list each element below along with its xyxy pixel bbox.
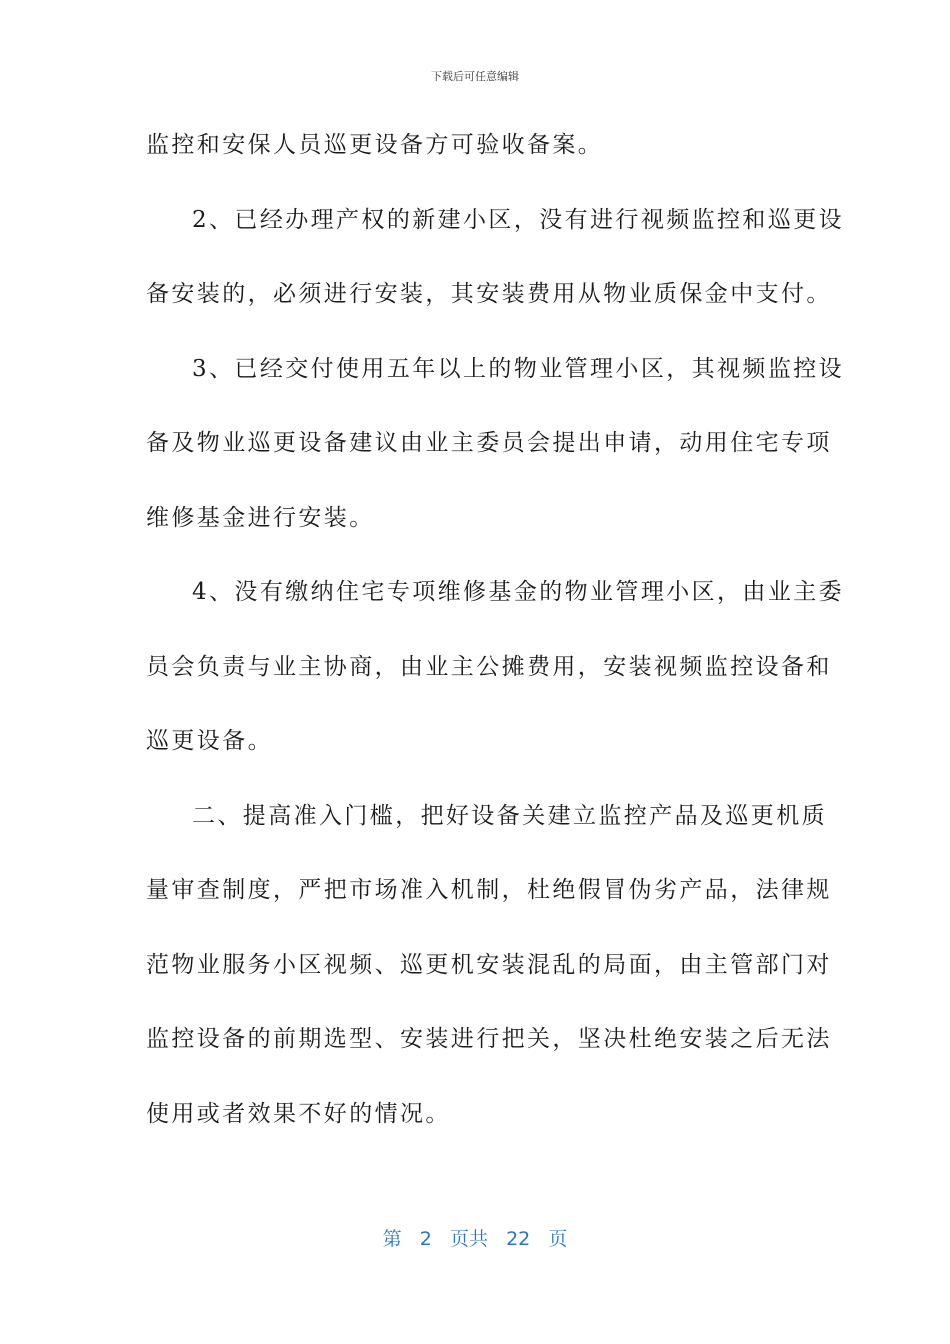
paragraph-line-6: 维修基金进行安装。 [146, 504, 375, 531]
paragraph-line-7: 4、没有缴纳住宅专项维修基金的物业管理小区，由业主委 [192, 579, 845, 605]
paragraph-line-8: 员会负责与业主协商，由业主公摊费用，安装视频监控设备和 [146, 653, 832, 680]
paragraph-line-13: 监控设备的前期选型、安装进行把关，坚决杜绝安装之后无法 [146, 1026, 832, 1052]
page-prefix: 第 [382, 1228, 402, 1250]
page-footer [0, 1224, 950, 1251]
paragraph-line-14: 使用或者效果不好的情况。 [146, 1100, 451, 1127]
page-middle: 页共 [449, 1228, 488, 1250]
paragraph-line-4: 3、已经交付使用五年以上的物业管理小区，其视频监控设 [192, 355, 845, 382]
paragraph-line-1: 监控和安保人员巡更设备方可验收备案。 [146, 132, 604, 158]
paragraph-line-10: 二、提高准入门槛，把好设备关建立监控产品及巡更机质 [192, 802, 827, 829]
paragraph-line-11: 量审查制度，严把市场准入机制，杜绝假冒伪劣产品，法律规 [146, 877, 832, 903]
paragraph-line-2: 2、已经办理产权的新建小区，没有进行视频监控和巡更设 [192, 206, 845, 233]
paragraph-line-12: 范物业服务小区视频、巡更机安装混乱的局面，由主管部门对 [146, 951, 832, 978]
total-pages: 22 [506, 1228, 531, 1250]
header-note: 下载后可任意编辑 [431, 70, 519, 83]
document-body [146, 120, 845, 1163]
page-suffix: 页 [548, 1228, 568, 1250]
paragraph-line-3: 备安装的，必须进行安装，其安装费用从物业质保金中支付。 [146, 281, 832, 307]
page-number: 2 [419, 1228, 432, 1250]
paragraph-line-5: 备及物业巡更设备建议由业主委员会提出申请，动用住宅专项 [146, 430, 832, 456]
paragraph-line-9: 巡更设备。 [146, 728, 273, 754]
